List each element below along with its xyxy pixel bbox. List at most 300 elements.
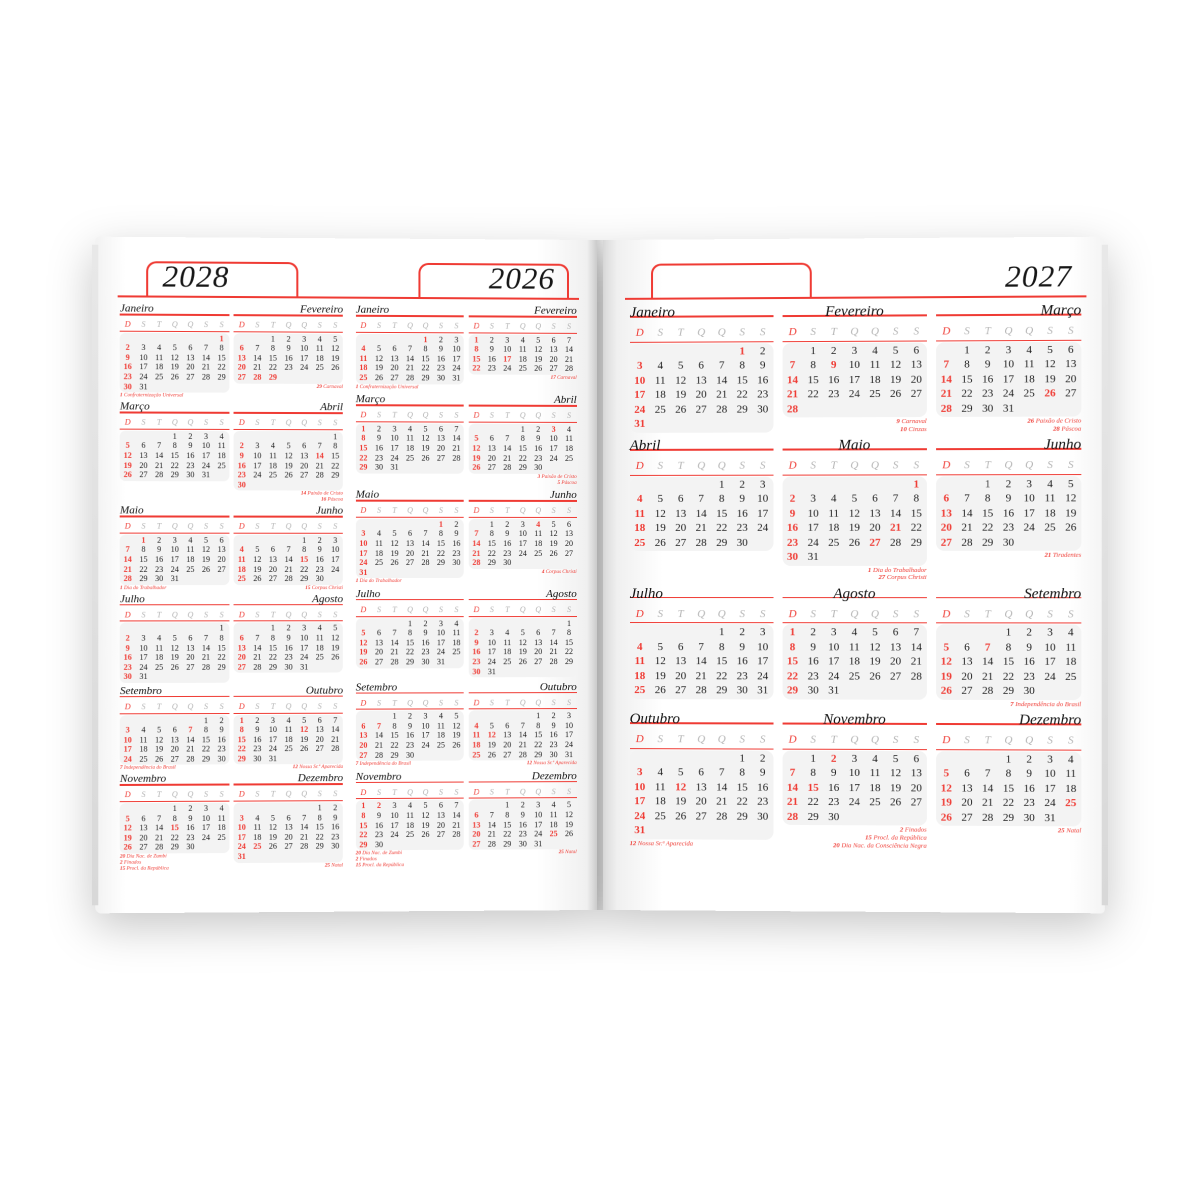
week-row	[936, 781, 1081, 796]
week-row	[234, 373, 343, 383]
weekday-label: S	[810, 734, 816, 747]
month-name: Outubro	[305, 684, 344, 697]
day-cell-empty	[906, 810, 927, 825]
holiday-note: 5 Páscoa	[557, 479, 577, 486]
day-cell: 23	[1023, 797, 1035, 810]
day-cell: 26	[390, 558, 399, 568]
day-cell: 21	[695, 522, 707, 535]
holiday-notes	[630, 840, 774, 848]
day-cell-empty	[957, 477, 978, 492]
week-row	[936, 767, 1081, 782]
weekday-label: S	[739, 326, 745, 339]
week-row	[120, 451, 230, 461]
day-cell-empty	[782, 752, 803, 767]
day-cell-empty	[198, 842, 214, 852]
weekday-underline	[782, 474, 926, 475]
days-grid	[782, 624, 926, 699]
week-row	[936, 372, 1081, 387]
day-cell: 3	[830, 626, 837, 639]
weekday-label: Q	[171, 319, 178, 329]
weekday-label: S	[566, 506, 571, 516]
day-cell: 7	[718, 766, 725, 779]
day-cell: 23	[757, 388, 769, 401]
weekday-label: Q	[407, 787, 413, 797]
month-block	[234, 772, 344, 872]
day-cell: 27	[359, 750, 368, 760]
day-cell: 16	[472, 647, 481, 657]
day-cell-empty	[387, 520, 403, 530]
days-grid	[469, 423, 577, 473]
day-cell: 20	[217, 554, 226, 564]
day-cell-empty	[198, 672, 214, 682]
day-cell: 16	[518, 819, 527, 829]
day-cell: 31	[634, 417, 646, 430]
week-row	[469, 721, 577, 731]
weekday-label: D	[360, 410, 367, 420]
day-cell: 15	[736, 781, 748, 794]
day-cell: 4	[188, 535, 193, 545]
weekday-label: S	[739, 733, 745, 746]
weekday-header-row	[234, 418, 343, 428]
day-cell: 4	[872, 344, 878, 357]
day-cell: 1	[984, 477, 991, 491]
weekday-label: Q	[285, 320, 292, 330]
day-cell: 15	[736, 373, 748, 386]
day-cell: 25	[828, 536, 840, 549]
holiday-note: 2 Finados	[355, 856, 377, 863]
day-cell-empty	[865, 477, 886, 492]
day-cell: 6	[505, 721, 510, 731]
day-cell: 7	[407, 344, 412, 354]
day-cell-empty	[198, 334, 214, 344]
weekday-header-row	[630, 325, 774, 340]
day-cell: 12	[487, 730, 496, 740]
day-cell-empty	[691, 344, 711, 359]
day-cell: 6	[438, 801, 443, 811]
month-block	[629, 585, 774, 708]
day-cell: 12	[472, 443, 481, 453]
day-cell: 8	[141, 545, 146, 555]
weekday-label: T	[830, 325, 837, 338]
day-cell: 26	[518, 657, 527, 667]
day-cell: 27	[869, 536, 881, 549]
weekday-label: S	[964, 325, 970, 338]
month-name: Dezembro	[297, 772, 344, 785]
day-cell: 15	[170, 450, 179, 460]
day-cell-empty	[906, 550, 927, 565]
day-cell: 14	[253, 353, 262, 363]
day-cell: 10	[757, 641, 769, 654]
week-row	[782, 492, 926, 507]
weekday-label: T	[830, 459, 837, 472]
day-cell: 25	[217, 460, 226, 470]
weekday-label: S	[810, 607, 816, 621]
weekday-label: D	[238, 320, 245, 330]
weekday-underline	[234, 712, 343, 713]
month-block	[234, 684, 344, 771]
days-grid	[630, 750, 774, 840]
day-cell: 2	[739, 478, 745, 491]
day-cell: 14	[315, 451, 324, 461]
day-cell: 25	[1023, 387, 1035, 400]
day-cell: 15	[716, 655, 728, 668]
month-name: Julho	[119, 592, 145, 606]
weekday-label: S	[551, 321, 556, 331]
weekday-label: D	[942, 459, 951, 472]
day-cell: 3	[1026, 477, 1032, 490]
day-cell: 20	[675, 669, 687, 682]
days-grid	[234, 802, 343, 862]
weekday-underline	[469, 517, 577, 518]
week-row	[936, 491, 1081, 506]
day-cell: 6	[872, 492, 878, 505]
day-cell-empty	[418, 463, 433, 473]
day-cell: 5	[157, 725, 162, 735]
day-cell: 8	[172, 441, 177, 451]
weekday-label: D	[942, 608, 951, 621]
day-cell: 8	[739, 359, 745, 372]
day-cell: 7	[302, 812, 307, 823]
day-cell: 1	[302, 535, 307, 545]
month-header	[119, 302, 230, 319]
weekday-label: S	[219, 610, 224, 620]
day-cell: 1	[317, 803, 322, 813]
day-cell-empty	[500, 712, 515, 722]
day-cell: 8	[270, 633, 275, 643]
day-cell: 22	[503, 829, 512, 839]
weekday-label: Q	[301, 789, 308, 799]
day-cell-empty	[356, 520, 372, 530]
day-cell: 26	[654, 684, 666, 697]
day-cell-empty	[885, 477, 906, 492]
day-cell: 12	[549, 529, 558, 539]
day-cell: 7	[157, 813, 162, 823]
day-cell: 12	[1065, 492, 1077, 505]
day-cell: 24	[170, 564, 179, 574]
day-cell: 5	[566, 800, 571, 810]
weekday-label: T	[984, 608, 991, 621]
day-cell-empty	[1040, 535, 1061, 550]
month-name: Outubro	[629, 711, 680, 728]
day-cell: 16	[284, 642, 293, 653]
day-cell: 10	[549, 434, 558, 444]
month-name: Maio	[119, 504, 144, 517]
month-header	[234, 303, 344, 320]
week-row	[469, 647, 577, 657]
day-cell: 21	[405, 363, 414, 373]
month-block	[782, 711, 927, 850]
day-cell: 12	[452, 721, 461, 731]
holiday-notes	[120, 854, 230, 873]
day-cell: 8	[505, 810, 510, 820]
day-cell: 5	[423, 424, 428, 434]
weekday-label: S	[255, 789, 260, 799]
weekday-underline	[356, 517, 465, 518]
day-cell: 14	[331, 724, 340, 734]
day-cell: 31	[390, 462, 399, 472]
day-cell: 27	[170, 754, 179, 764]
day-cell: 26	[421, 453, 430, 463]
day-cell-empty	[167, 624, 183, 634]
day-cell: 27	[139, 842, 148, 852]
day-cell: 29	[390, 750, 399, 760]
day-cell: 9	[188, 441, 193, 451]
day-cell: 14	[201, 353, 211, 363]
day-cell: 26	[268, 842, 278, 852]
day-cell-empty	[650, 751, 670, 766]
day-cell: 7	[454, 801, 459, 811]
day-cell: 16	[1023, 782, 1035, 795]
day-cell: 1	[1005, 753, 1012, 766]
day-cell: 7	[892, 492, 899, 505]
day-cell: 6	[317, 715, 322, 725]
day-cell: 2	[759, 752, 766, 765]
month-name: Junho	[549, 489, 577, 502]
weekday-label: D	[360, 320, 367, 330]
day-cell: 4	[1047, 477, 1053, 490]
week-row	[782, 506, 926, 521]
week-row	[782, 752, 926, 767]
day-cell-empty	[865, 402, 886, 417]
week-row	[234, 574, 343, 584]
day-cell: 13	[1065, 357, 1077, 371]
day-cell: 26	[564, 829, 573, 839]
day-cell: 24	[1044, 797, 1056, 810]
day-cell: 9	[438, 344, 443, 354]
weekday-label: D	[124, 417, 131, 427]
day-cell-empty	[1060, 535, 1081, 550]
day-cell: 16	[1002, 507, 1015, 520]
week-row	[120, 643, 230, 653]
day-cell: 5	[474, 433, 479, 444]
day-cell: 1	[489, 519, 494, 529]
day-cell: 9	[984, 358, 991, 371]
week-row	[469, 453, 577, 463]
day-cell: 24	[421, 740, 430, 750]
day-cell-empty	[151, 672, 167, 682]
day-cell: 23	[1002, 521, 1015, 534]
week-row	[234, 441, 343, 451]
day-cell: 26	[654, 536, 666, 549]
day-cell: 5	[892, 344, 899, 357]
month-header	[355, 303, 465, 321]
day-cell-empty	[151, 333, 167, 343]
day-cell: 25	[503, 657, 512, 667]
day-cell: 8	[739, 766, 745, 779]
week-row	[234, 744, 343, 754]
month-block	[119, 504, 230, 592]
day-cell-empty	[183, 382, 199, 392]
day-cell: 3	[203, 431, 209, 441]
holiday-notes	[234, 765, 343, 771]
weekday-label: S	[255, 418, 260, 428]
day-cell: 29	[217, 662, 226, 672]
week-row	[356, 750, 465, 760]
weekday-label: S	[376, 605, 381, 615]
day-cell: 21	[253, 652, 262, 662]
holiday-note: 27 Corpus Christi	[878, 574, 927, 582]
day-cell: 8	[718, 492, 725, 505]
day-cell: 7	[423, 529, 428, 539]
weekday-label: S	[141, 417, 146, 427]
day-cell: 26	[890, 796, 902, 809]
week-row	[782, 372, 926, 387]
day-cell: 29	[487, 558, 496, 568]
day-cell: 26	[170, 662, 179, 672]
weekday-label: Q	[422, 605, 429, 615]
weekday-underline	[356, 421, 465, 422]
weekday-label: D	[473, 410, 480, 420]
day-cell: 24	[331, 564, 340, 574]
day-cell: 3	[759, 478, 766, 491]
weekday-underline	[936, 339, 1081, 341]
day-cell: 22	[787, 670, 799, 683]
day-cell: 14	[123, 554, 132, 564]
month-name: Maio	[355, 488, 380, 501]
day-cell: 21	[487, 829, 496, 839]
holiday-note: 20 Dia Nac. de Zumbi	[119, 853, 167, 860]
day-cell: 12	[374, 353, 383, 363]
day-cell: 26	[940, 685, 952, 698]
day-cell: 15	[359, 443, 368, 453]
day-cell: 8	[789, 641, 796, 654]
day-cell: 13	[217, 545, 226, 555]
day-cell: 29	[982, 536, 994, 549]
week-row	[120, 624, 230, 634]
day-cell: 18	[359, 363, 368, 373]
day-cell: 4	[157, 633, 162, 643]
day-cell: 31	[452, 373, 461, 383]
week-row	[356, 657, 465, 667]
weekday-label: S	[203, 610, 209, 620]
weekday-header-row	[120, 790, 230, 800]
day-cell: 3	[423, 711, 428, 721]
month-header	[782, 437, 926, 457]
day-cell: 3	[637, 359, 643, 372]
day-cell: 16	[503, 538, 512, 548]
day-cell: 7	[913, 626, 920, 639]
day-cell: 10	[503, 344, 512, 354]
holiday-note: 20 Dia Nac. de Zumbi	[355, 850, 403, 857]
day-cell: 12	[421, 810, 430, 820]
day-cell-empty	[402, 840, 417, 850]
week-row	[234, 536, 343, 546]
week-row	[120, 555, 230, 565]
day-cell: 10	[564, 720, 573, 730]
weekday-underline	[234, 331, 343, 333]
day-cell: 9	[1026, 768, 1032, 781]
day-cell: 18	[186, 554, 195, 564]
day-cell-empty	[136, 804, 152, 814]
day-cell: 19	[170, 652, 179, 662]
day-cell: 13	[359, 731, 368, 741]
day-cell: 30	[1023, 685, 1035, 698]
day-cell: 23	[436, 363, 445, 373]
day-cell: 26	[890, 387, 902, 401]
month-name: Novembro	[119, 773, 167, 786]
day-cell: 16	[787, 521, 799, 535]
weekday-label: S	[1047, 608, 1053, 621]
weekday-label: D	[124, 790, 131, 800]
day-cell: 19	[452, 730, 461, 740]
weekday-label: T	[392, 787, 397, 797]
day-cell-empty	[782, 477, 803, 492]
day-cell: 18	[654, 795, 666, 808]
day-cell-empty	[670, 625, 690, 640]
holiday-note: 1 Confraternização Universal	[119, 392, 184, 399]
day-cell: 5	[392, 529, 397, 539]
weekday-label: T	[505, 604, 510, 615]
holiday-notes	[936, 827, 1081, 835]
day-cell: 14	[518, 730, 527, 740]
day-cell: 26	[452, 740, 461, 750]
day-cell: 17	[634, 795, 646, 808]
weekday-label: Q	[717, 733, 726, 746]
day-cell: 23	[374, 830, 383, 840]
day-cell: 18	[374, 548, 383, 558]
day-cell: 27	[910, 387, 922, 400]
day-cell-empty	[711, 824, 732, 839]
day-cell: 22	[421, 363, 430, 373]
day-cell-empty	[136, 431, 152, 441]
day-cell-empty	[183, 574, 199, 584]
day-cell: 20	[910, 373, 922, 386]
weekday-label: T	[984, 325, 991, 338]
weekday-label: D	[473, 321, 480, 331]
day-cell: 15	[564, 637, 573, 647]
day-cell-empty	[167, 334, 183, 344]
weekday-underline	[234, 621, 343, 622]
day-cell: 2	[188, 803, 193, 813]
day-cell: 23	[518, 829, 527, 839]
week-row	[356, 520, 465, 530]
day-cell: 19	[848, 521, 860, 534]
month-name: Fevereiro	[825, 303, 884, 320]
day-cell-empty	[823, 550, 844, 565]
day-cell: 26	[331, 652, 340, 662]
day-cell: 27	[300, 470, 309, 480]
day-cell: 23	[253, 744, 262, 754]
day-cell: 12	[155, 735, 164, 745]
holiday-note: 1 Confraternização Universal	[355, 383, 419, 390]
day-cell-empty	[371, 619, 387, 629]
day-cell: 29	[910, 536, 922, 549]
week-row	[630, 477, 774, 492]
day-cell: 29	[170, 470, 179, 480]
day-cell: 25	[869, 387, 881, 401]
day-cell: 29	[315, 841, 324, 851]
day-cell: 4	[141, 725, 146, 735]
weekday-label: T	[505, 697, 510, 707]
week-row	[234, 633, 343, 643]
day-cell: 6	[892, 626, 899, 639]
day-cell: 28	[910, 670, 922, 683]
day-cell: 25	[518, 364, 527, 374]
day-cell-empty	[1040, 401, 1061, 416]
day-cell: 29	[170, 842, 179, 852]
day-cell: 19	[170, 362, 179, 372]
day-cell: 30	[1023, 811, 1035, 825]
day-cell: 31	[534, 839, 543, 849]
holiday-note: 12 Nossa Sr.ª Aparecida	[526, 760, 577, 767]
month-name: Junho	[315, 504, 344, 517]
month-block	[936, 302, 1082, 433]
day-cell: 8	[302, 545, 307, 555]
day-cell: 7	[286, 545, 291, 555]
day-cell: 24	[518, 548, 527, 558]
day-cell: 26	[331, 363, 340, 373]
day-cell: 16	[982, 372, 994, 386]
